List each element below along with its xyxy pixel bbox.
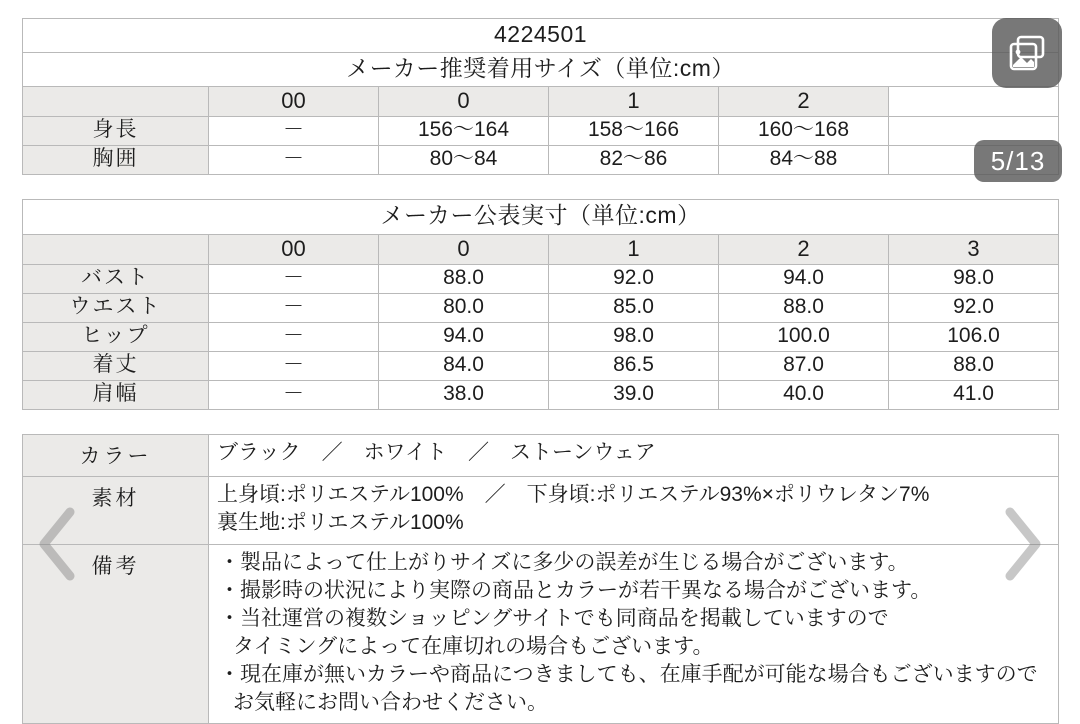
- next-image-button[interactable]: [986, 498, 1056, 590]
- chevron-right-icon: [998, 504, 1044, 584]
- corner-cell: [23, 87, 209, 117]
- column-header-2: 2: [719, 234, 889, 264]
- cell-hip-1: 98.0: [549, 322, 719, 351]
- cell-length-1: 86.5: [549, 351, 719, 380]
- info-value-color: ブラック ／ ホワイト ／ ストーンウェア: [209, 434, 1059, 476]
- product-info-table: [22, 434, 1059, 724]
- row-label-hip: ヒップ: [23, 322, 209, 351]
- table-row: [23, 351, 1059, 380]
- table-row: [23, 264, 1059, 293]
- cell-height-00: －: [209, 117, 379, 146]
- material-line-1: 上身頃:ポリエステル100% ／ 下身頃:ポリエステル93%×ポリウレタン7%: [217, 482, 930, 506]
- actual-size-title: メーカー公表実寸（単位:cm）: [23, 200, 1059, 234]
- column-header-2: 2: [719, 87, 889, 117]
- cell-shoulder-1: 39.0: [549, 380, 719, 409]
- table-gap: [22, 175, 1058, 199]
- cell-shoulder-3: 41.0: [889, 380, 1059, 409]
- info-value-material: [209, 476, 1059, 544]
- product-code: 4224501: [23, 19, 1059, 53]
- cell-hip-00: －: [209, 322, 379, 351]
- column-header-0: 0: [379, 87, 549, 117]
- cell-shoulder-00: －: [209, 380, 379, 409]
- cell-hip-0: 94.0: [379, 322, 549, 351]
- gallery-images-icon: [1007, 33, 1047, 73]
- cell-length-2: 87.0: [719, 351, 889, 380]
- cell-waist-0: 80.0: [379, 293, 549, 322]
- cell-length-00: －: [209, 351, 379, 380]
- cell-height-0: 156〜164: [379, 117, 549, 146]
- prev-image-button[interactable]: [24, 498, 94, 590]
- row-label-shoulder: 肩幅: [23, 380, 209, 409]
- table-row: [23, 380, 1059, 409]
- cell-shoulder-0: 38.0: [379, 380, 549, 409]
- cell-waist-00: －: [209, 293, 379, 322]
- table-row: [23, 434, 1059, 476]
- row-label-bust: バスト: [23, 264, 209, 293]
- column-header-00: 00: [209, 87, 379, 117]
- table-row: [23, 53, 1059, 87]
- corner-cell: [23, 234, 209, 264]
- cell-chest-2: 84〜88: [719, 146, 889, 175]
- material-line-2: 裏生地:ポリエステル100%: [217, 511, 464, 535]
- remark-item-3-cont: タイミングによって在庫切れの場合もございます。: [233, 635, 714, 658]
- cell-height-2: 160〜168: [719, 117, 889, 146]
- remark-item-2: ・撮影時の状況により実際の商品とカラーが若干異なる場合がございます。: [219, 578, 932, 602]
- remark-item-1: ・製品によって仕上がりサイズに多少の誤差が生じる場合がございます。: [219, 550, 909, 574]
- table-row: [23, 293, 1059, 322]
- row-label-chest: 胸囲: [23, 146, 209, 175]
- row-label-waist: ウエスト: [23, 293, 209, 322]
- table-gap: [22, 410, 1058, 434]
- column-header-3: 3: [889, 234, 1059, 264]
- info-label-color: カラー: [23, 434, 209, 476]
- cell-bust-0: 88.0: [379, 264, 549, 293]
- cell-bust-00: －: [209, 264, 379, 293]
- actual-size-table: [22, 199, 1059, 409]
- cell-hip-3: 106.0: [889, 322, 1059, 351]
- table-row: [23, 200, 1059, 234]
- image-counter: 5/13: [974, 140, 1062, 182]
- cell-chest-00: －: [209, 146, 379, 175]
- column-header-1: 1: [549, 87, 719, 117]
- cell-waist-1: 85.0: [549, 293, 719, 322]
- column-header-empty: [889, 87, 1059, 117]
- cell-shoulder-2: 40.0: [719, 380, 889, 409]
- remark-item-3: ・当社運営の複数ショッピングサイトでも同商品を掲載していますので: [219, 606, 889, 630]
- cell-chest-0: 80〜84: [379, 146, 549, 175]
- recommended-size-title: メーカー推奨着用サイズ（単位:cm）: [23, 53, 1059, 87]
- column-header-1: 1: [549, 234, 719, 264]
- table-row: [23, 544, 1059, 724]
- column-header-0: 0: [379, 234, 549, 264]
- remark-item-4-cont: お気軽にお問い合わせください。: [233, 691, 548, 715]
- info-value-remarks: [209, 544, 1059, 724]
- cell-hip-2: 100.0: [719, 322, 889, 351]
- cell-waist-2: 88.0: [719, 293, 889, 322]
- table-row: [23, 146, 1059, 175]
- cell-chest-1: 82〜86: [549, 146, 719, 175]
- cell-length-3: 88.0: [889, 351, 1059, 380]
- size-chart-sheet: [22, 18, 1058, 724]
- cell-bust-1: 92.0: [549, 264, 719, 293]
- column-header-00: 00: [209, 234, 379, 264]
- gallery-button[interactable]: [992, 18, 1062, 88]
- table-row: [23, 476, 1059, 544]
- cell-length-0: 84.0: [379, 351, 549, 380]
- cell-waist-3: 92.0: [889, 293, 1059, 322]
- chevron-left-icon: [36, 504, 82, 584]
- cell-bust-2: 94.0: [719, 264, 889, 293]
- info-label-remarks: 備考: [23, 544, 209, 724]
- cell-bust-3: 98.0: [889, 264, 1059, 293]
- table-row: [23, 19, 1059, 53]
- row-label-height: 身長: [23, 117, 209, 146]
- remark-item-4: ・現在庫が無いカラーや商品につきましても、在庫手配が可能な場合もございますので: [219, 663, 1038, 687]
- table-row: [23, 117, 1059, 146]
- cell-height-1: 158〜166: [549, 117, 719, 146]
- row-label-length: 着丈: [23, 351, 209, 380]
- table-row: [23, 234, 1059, 264]
- recommended-size-table: [22, 18, 1059, 175]
- table-row: [23, 87, 1059, 117]
- table-row: [23, 322, 1059, 351]
- info-label-material: 素材: [23, 476, 209, 544]
